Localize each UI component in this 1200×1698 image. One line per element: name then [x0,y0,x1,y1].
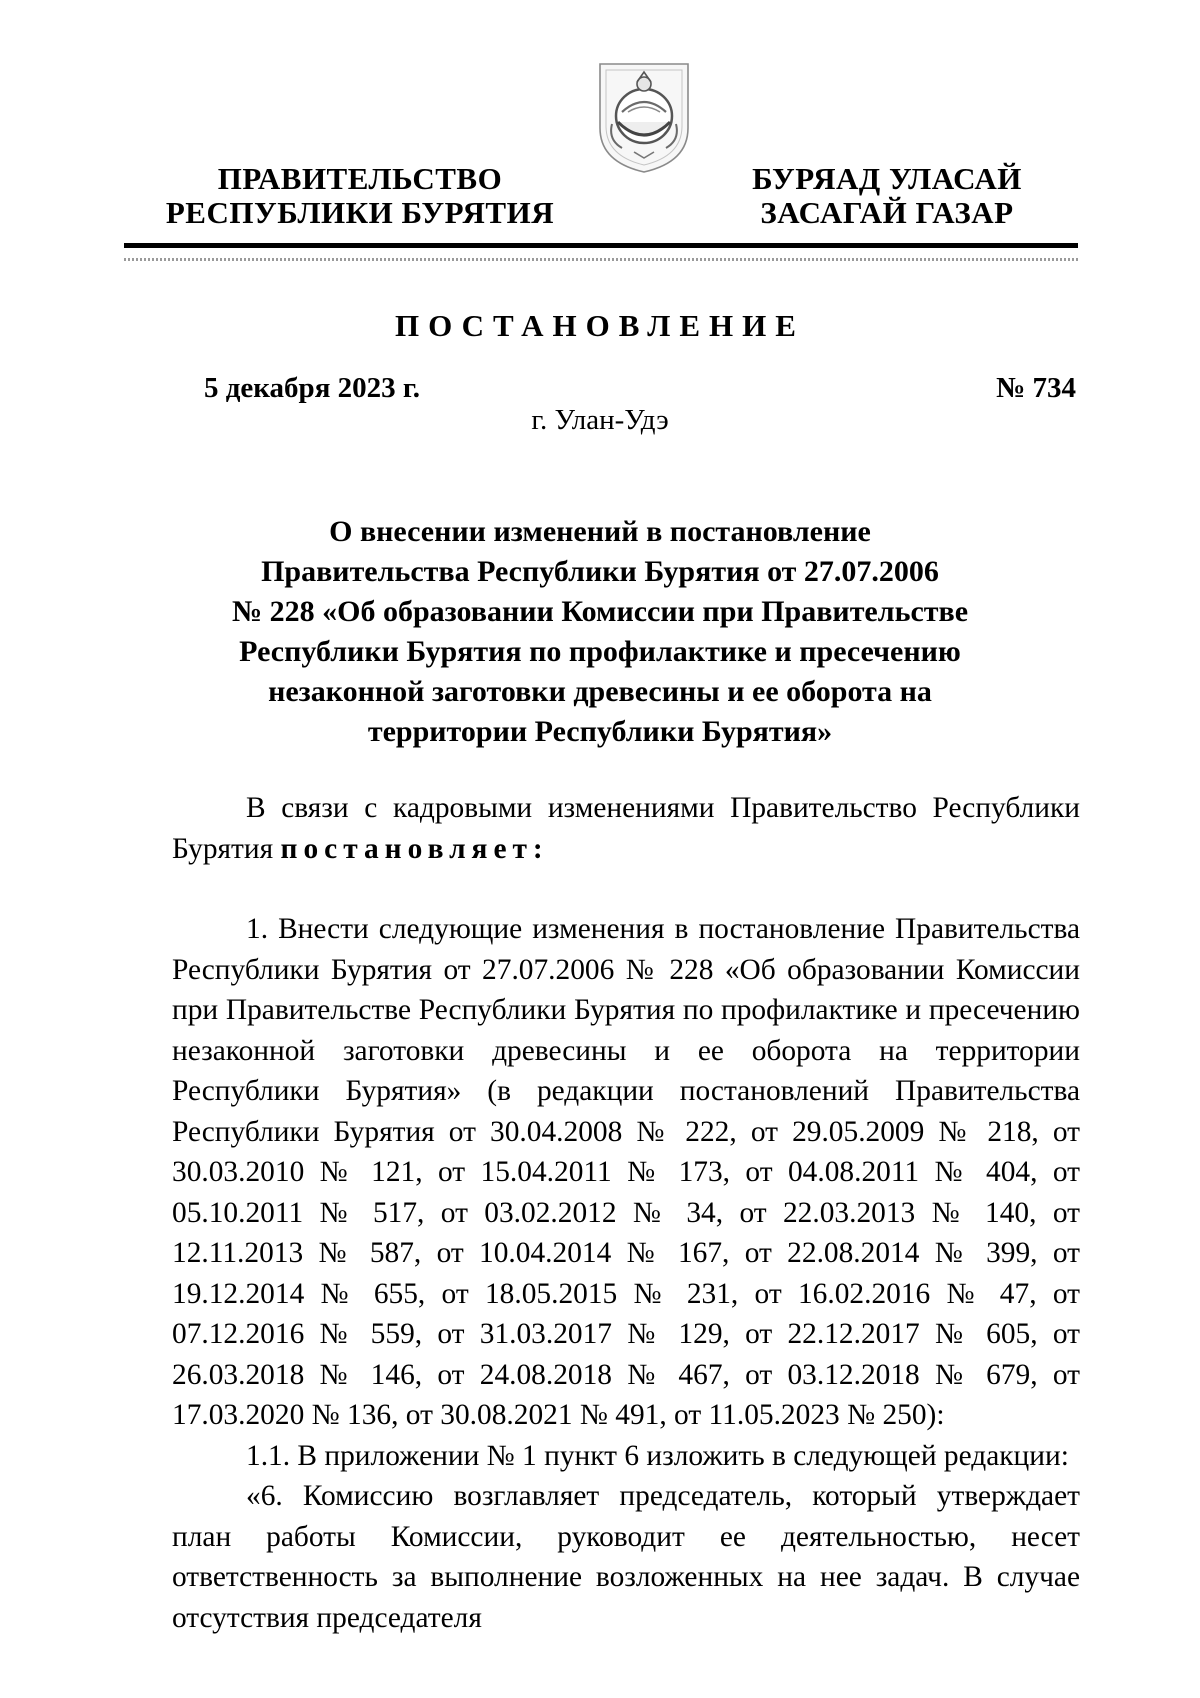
subject-line: Правительства Республики Бурятия от 27.07.2006 [261,555,939,588]
preamble-keyword: постановляет: [280,832,549,865]
issuer-name-russian [150,162,570,230]
issuer-name-buryat [722,162,1052,230]
item-1-1-paragraph: 1.1. В приложении № 1 пункт 6 изложить в следующей редакции: [246,1439,1069,1472]
document-city: г. Улан-Удэ [531,404,669,436]
header-divider-thick [124,243,1078,248]
item-6-paragraph: «6. Комиссию возглавляет председатель, который утверждает план работы Комиссии, руководит ее деятельностью, несет ответственность за выполнение возложенных на нее задач. В случае отсутствия председателя [172,1480,1080,1634]
preamble-text: В связи с кадровыми изменениями Правительство Республики Бурятия [172,792,1080,865]
decree-body [172,788,1080,1638]
document-date: 5 декабря 2023 г. [204,372,421,404]
issuer-buryat-line-1: БУРЯАД УЛАСАЙ [752,161,1022,196]
coat-of-arms-icon [596,58,692,176]
preamble-paragraph [172,788,1080,869]
header-divider-thin [124,258,1078,261]
issuer-line-2: РЕСПУБЛИКИ БУРЯТИЯ [165,195,555,230]
issuer-line-1: ПРАВИТЕЛЬСТВО [217,161,503,196]
document-type-title: ПОСТАНОВЛЕНИЕ [395,308,805,343]
document-number: № 734 [996,372,1076,404]
subject-line: Республики Бурятия по профилактике и пресечению [239,635,961,668]
subject-line: незаконной заготовки древесины и ее оборота на [268,675,932,708]
subject-line: О внесении изменений в постановление [329,515,871,548]
decree-subject [200,512,1000,752]
subject-line: территории Республики Бурятия» [367,715,833,748]
issuer-buryat-line-2: ЗАСАГАЙ ГАЗАР [760,195,1014,230]
subject-line: № 228 «Об образовании Комиссии при Правительстве [231,595,969,628]
item-1-paragraph: 1. Внести следующие изменения в постановление Правительства Республики Бурятия от 27.07.2006 № 228 «Об образовании Комиссии при Правительстве Республики Бурятия по профилактике и пресечению незаконной заготовки древесины и ее оборота на территории Республики Бурятия» (в редакции постановлений Правительства Республики Бурятия от 30.04.2008 № 222, от 29.05.2009 № 218, от 30.03.2010 № 121, от 15.04.2011 № 173, от 04.08.2011 № 404, от 05.10.2011 № 517, от 03.02.2012 № 34, от 22.03.2013 № 140, от 12.11.2013 № 587, от 10.04.2014 № 167, от 22.08.2014 № 399, от 19.12.2014 № 655, от 18.05.2015 № 231, от 16.02.2016 № 47, от 07.12.2016 № 559, от 31.03.2017 № 129, от 22.12.2017 № 605, от 26.03.2018 № 146, от 24.08.2018 № 467, от 03.12.2018 № 679, от 17.03.2020 № 136, от 30.08.2021 № 491, от 11.05.2023 № 250): [172,913,1080,1431]
